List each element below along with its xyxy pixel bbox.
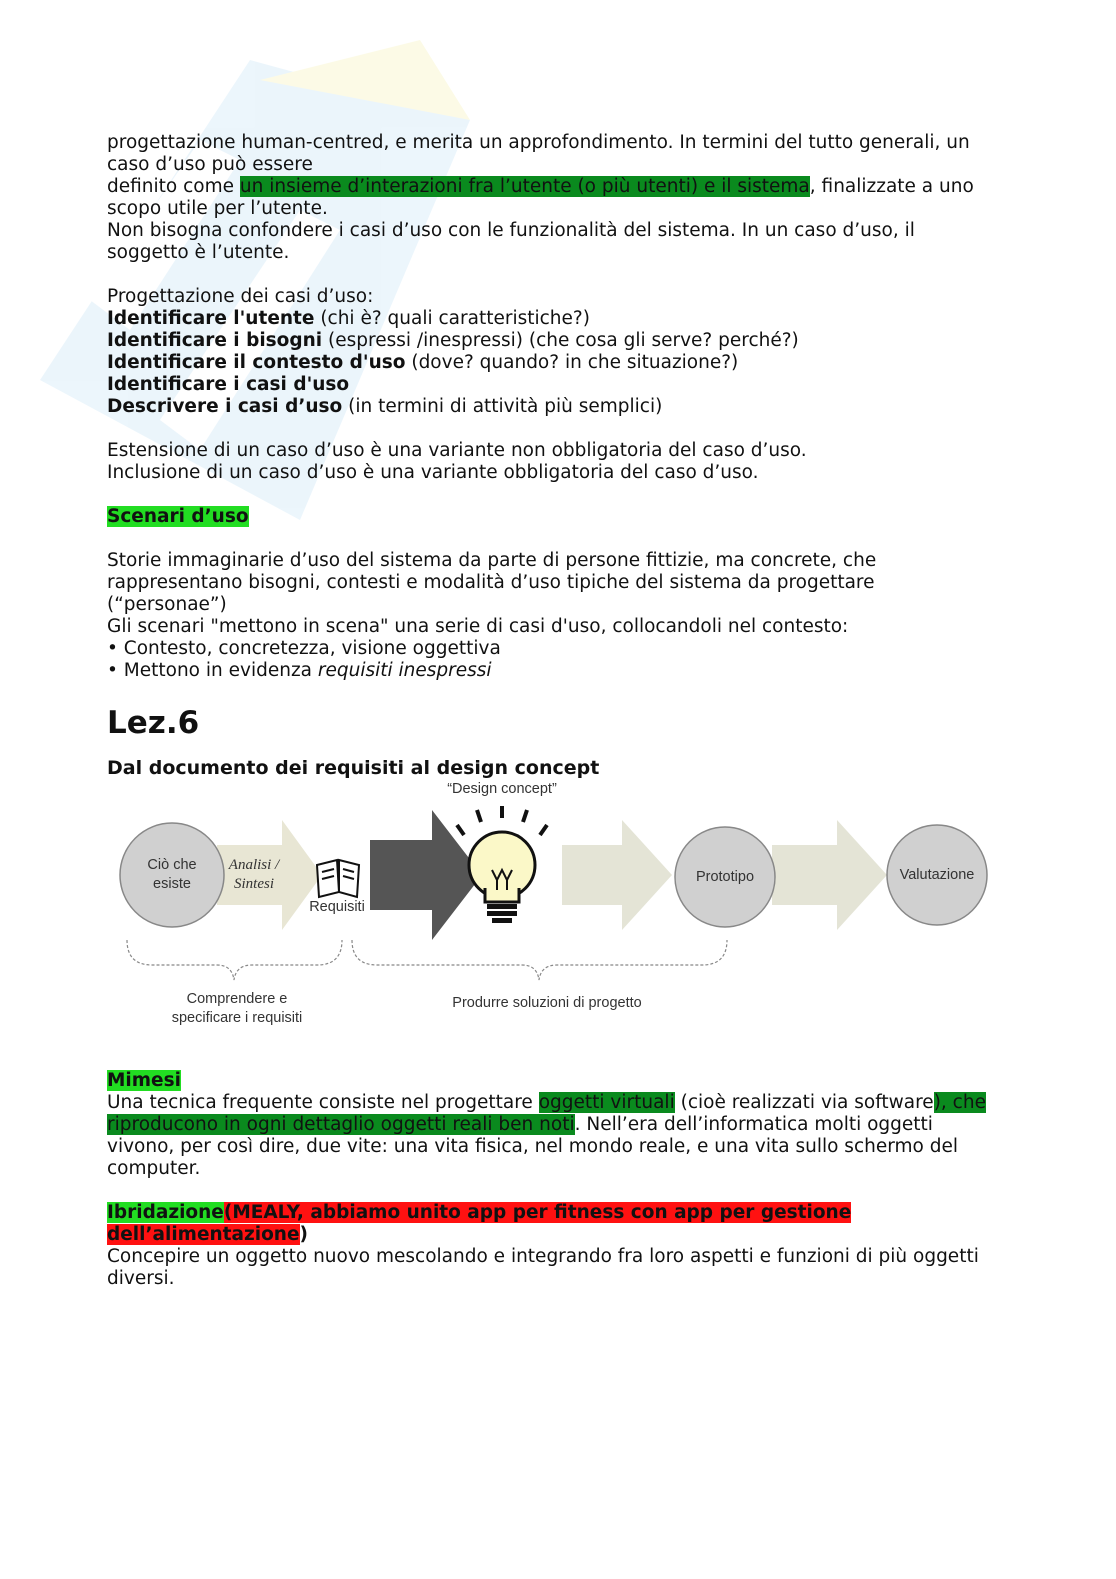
evaluation-label: Valutazione xyxy=(899,867,975,883)
highlight-real-objects: riproducono in ogni dettaglio oggetti reali ben noti xyxy=(107,1114,575,1135)
arrow-concept-to-prototype xyxy=(562,820,672,930)
design-concept-label: “Design concept” xyxy=(447,781,557,797)
scenari-bullet xyxy=(107,660,1007,682)
analysis-label: Analisi / Sintesi xyxy=(228,857,280,892)
design-item-bold: Descrivere i casi d’uso xyxy=(107,396,343,417)
design-item xyxy=(107,308,1007,330)
arrow-prototype-to-evaluation xyxy=(772,820,887,930)
intro-text: definito come xyxy=(107,176,240,197)
scenari-line: rappresentano bisogni, contesti e modalità d’uso tipiche del sistema da progettare xyxy=(107,572,875,593)
book-icon xyxy=(317,860,359,897)
ibridazione-title xyxy=(107,1202,1007,1224)
highlight-definition: un insieme d’interazioni fra l’utente (o più utenti) e il sistema xyxy=(239,176,810,197)
existing-label: Ciò che esiste xyxy=(147,857,197,892)
prototype-label: Prototipo xyxy=(695,869,755,885)
highlight-virtual-objects: oggetti virtuali xyxy=(538,1092,675,1113)
highlight-che: ), che xyxy=(933,1092,986,1113)
scenari-title xyxy=(107,506,1007,528)
design-item xyxy=(107,396,1007,418)
intro-text: , finalizzate a uno xyxy=(809,176,974,197)
intro-line-4: scopo utile per l’utente. xyxy=(107,198,328,219)
mimesi-title xyxy=(107,1070,1007,1092)
scenari-line: (“personae”) xyxy=(107,594,227,615)
ibridazione-note: (MEALY, abbiamo unito app per fitness con app per gestione xyxy=(223,1202,852,1223)
brace-produce xyxy=(352,940,727,980)
mimesi-line xyxy=(107,1114,1007,1136)
ibridazione-heading: Ibridazione xyxy=(107,1202,224,1223)
requirements-label: Requisiti xyxy=(309,899,365,915)
design-item-rest: (espressi /inespressi) (che cosa gli serve? perché?) xyxy=(322,330,799,351)
design-item xyxy=(107,374,1007,396)
mimesi-heading: Mimesi xyxy=(107,1070,181,1091)
brace-understand xyxy=(127,940,342,980)
design-item-rest: (dove? quando? in che situazione?) xyxy=(405,352,739,373)
design-item-rest: (in termini di attività più semplici) xyxy=(342,396,663,417)
intro-line-3 xyxy=(107,176,1007,198)
mimesi-line xyxy=(107,1092,1007,1114)
lesson-subtitle: Dal documento dei requisiti al design concept xyxy=(107,757,600,779)
bullet-italic: requisiti inespressi xyxy=(317,660,492,681)
design-item-bold: Identificare il contesto d'uso xyxy=(107,352,406,373)
intro-line-6: soggetto è l’utente. xyxy=(107,242,290,263)
ibridazione-close: ) xyxy=(299,1224,308,1245)
design-item xyxy=(107,330,1007,352)
extension-line: Estensione di un caso d’uso è una variante non obbligatoria del caso d’uso. xyxy=(107,440,807,461)
design-item-bold: Identificare l'utente xyxy=(107,308,315,329)
bullet-text: • Mettono in evidenza xyxy=(107,660,318,681)
mimesi-text: (cioè realizzati via software xyxy=(674,1092,934,1113)
scenari-line: Gli scenari "mettono in scena" una serie di casi d'uso, collocandoli nel contesto: xyxy=(107,616,849,637)
ibridazione-title-cont xyxy=(107,1224,1007,1246)
mimesi-line: vivono, per così dire, due vite: una vita fisica, nel mondo reale, e una vita sullo schermo del xyxy=(107,1136,958,1157)
design-item-rest: (chi è? quali caratteristiche?) xyxy=(314,308,590,329)
document-body xyxy=(107,132,1007,1290)
intro-line-2: caso d’uso può essere xyxy=(107,154,313,175)
design-item-bold: Identificare i bisogni xyxy=(107,330,323,351)
design-item-bold: Identificare i casi d'uso xyxy=(107,374,350,395)
scenari-heading: Scenari d’uso xyxy=(107,506,249,527)
lightbulb-icon xyxy=(457,806,547,923)
intro-line-5: Non bisogna confondere i casi d’uso con le funzionalità del sistema. In un caso d’uso, il xyxy=(107,220,915,241)
mimesi-text: . Nell’era dell’informatica molti oggetti xyxy=(574,1114,933,1135)
mimesi-line: computer. xyxy=(107,1158,201,1179)
mimesi-text: Una tecnica frequente consiste nel progettare xyxy=(107,1092,539,1113)
inclusion-line: Inclusione di un caso d’uso è una variante obbligatoria del caso d’uso. xyxy=(107,462,759,483)
arrow-requirements-to-concept xyxy=(370,810,482,940)
ibridazione-line: Concepire un oggetto nuovo mescolando e integrando fra loro aspetti e funzioni di più oggetti xyxy=(107,1246,979,1267)
design-item xyxy=(107,352,1007,374)
understand-label: Comprendere e specificare i requisiti xyxy=(171,991,303,1026)
intro-line-1: progettazione human-centred, e merita un approfondimento. In termini del tutto generali, un xyxy=(107,132,970,153)
design-process-diagram xyxy=(102,780,1002,1040)
produce-label: Produrre soluzioni di progetto xyxy=(452,995,642,1011)
ibridazione-note: dell’alimentazione xyxy=(107,1224,300,1245)
ibridazione-line: diversi. xyxy=(107,1268,175,1289)
scenari-line: Storie immaginarie d’uso del sistema da parte di persone fittizie, ma concrete, che xyxy=(107,550,877,571)
scenari-bullet: • Contesto, concretezza, visione oggettiva xyxy=(107,638,501,659)
design-heading: Progettazione dei casi d’uso: xyxy=(107,286,374,307)
lesson-title: Lez.6 xyxy=(107,705,200,741)
